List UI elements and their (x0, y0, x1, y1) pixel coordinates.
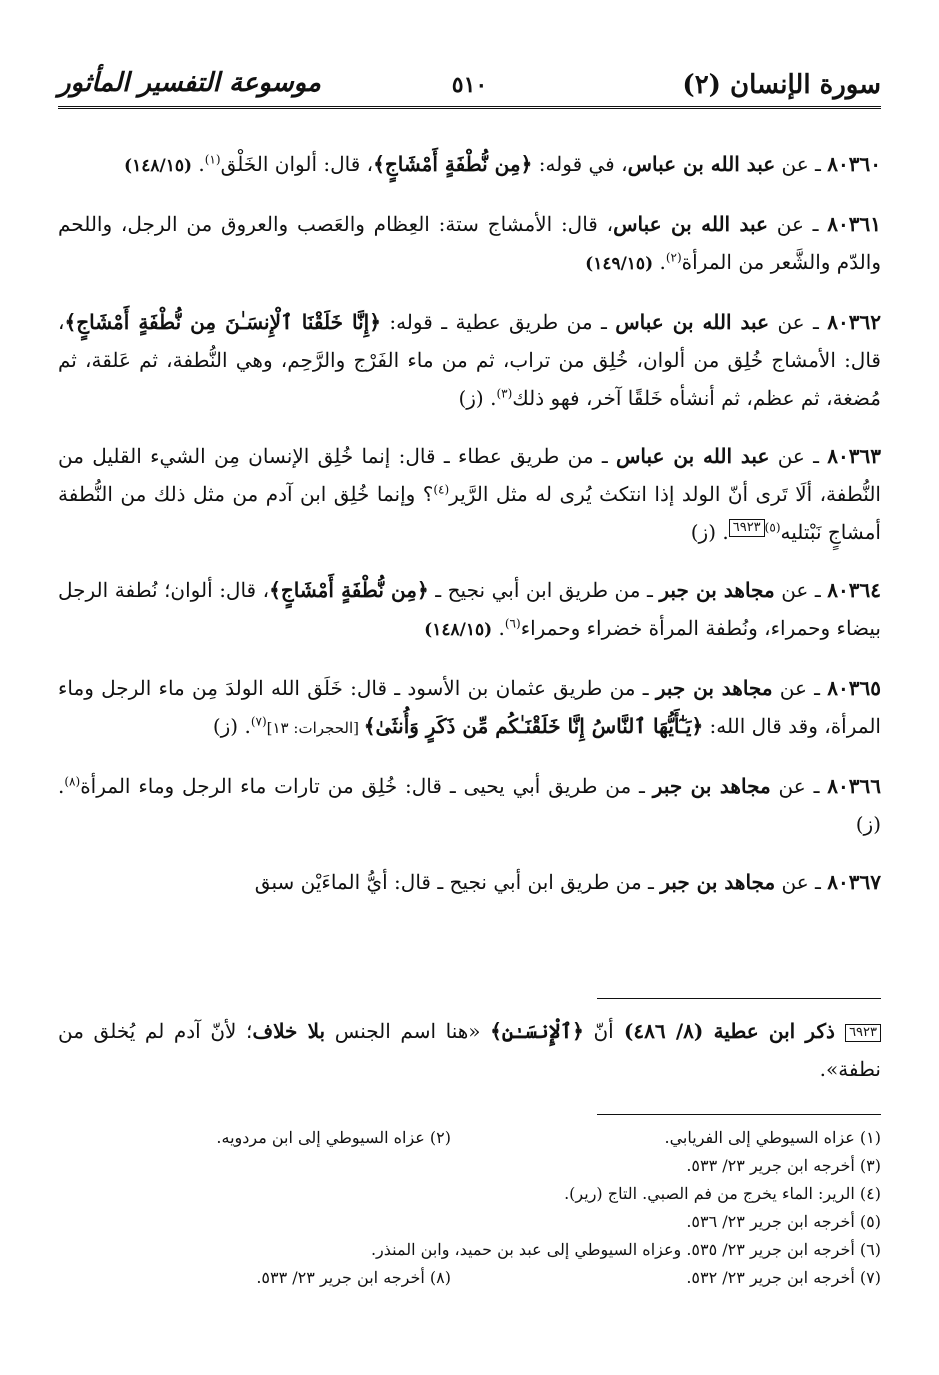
entry-80364 (58, 571, 881, 649)
entry-80361 (58, 205, 881, 283)
footnote: (٤) الرير: الماء يخرج من فم الصبي. التاج (رير). (564, 1184, 881, 1203)
footnote-row (58, 1264, 881, 1292)
entry-text: ، قال: الأمشاج ستة: العِظام والعَصب والعروق من الرجل، واللحم والدّم والشَّعر من المرأة (58, 212, 881, 274)
footnote: (٥) أخرجه ابن جرير ٢٣/ ٥٣٦. (686, 1212, 881, 1231)
footnote-marker: (٧) (250, 714, 267, 729)
footnote-marker: (٥) (764, 520, 781, 535)
commentary-marker: ٦٩٢٣ (729, 519, 765, 537)
commentary-rule (597, 998, 881, 999)
footnote-marker: (٦) (504, 616, 521, 631)
narrator-name: مجاهد بن جبر (660, 870, 776, 894)
narrator-name: عبد الله بن عباس (615, 310, 770, 334)
entry-text: [الحجرات: ١٣] (266, 719, 364, 737)
entry-text: ـ عن (775, 870, 828, 894)
narrator-name: مجاهد بن جبر (655, 676, 773, 700)
commentary-text: «هنا اسم الجنس (325, 1019, 491, 1043)
footnote-marker: (٨) (64, 774, 81, 789)
footnote: (٢) عزاه السيوطي إلى ابن مردويه. (216, 1128, 451, 1147)
commentary-emphasis: بلا خلاف (252, 1019, 326, 1043)
footnote-row (58, 1236, 881, 1264)
footnote: (٧) أخرجه ابن جرير ٢٣/ ٥٣٢. (686, 1268, 881, 1287)
entry-number: ٨٠٣٦٤ (827, 578, 881, 602)
narrator-name: عبد الله بن عباس (613, 212, 768, 236)
footnote-marker: (٤) (433, 482, 450, 497)
entry-text: ـ من طريق عطاء ـ قال: إنما خُلِق الإنسان مِن الشيء القليل من النُّطفة، ألَا تَرى أنّ الولد إذا انتكث يُرى له مثل الرَّير (58, 444, 881, 506)
entry-text: ـ عن (767, 212, 828, 236)
entry-text: . (192, 152, 205, 176)
footnote: (٦) أخرجه ابن جرير ٢٣/ ٥٣٥. وعزاه السيوطي إلى عبد بن حميد، وابن المنذر. (370, 1240, 881, 1259)
source-reference: (١٤٨/١٥) (124, 156, 193, 176)
footnote: (١) عزاه السيوطي إلى الفريابي. (664, 1128, 881, 1147)
commentary-marker: ٦٩٢٣ (845, 1024, 881, 1042)
entry-text: ـ من طريق عثمان بن الأسود ـ قال: خَلَق الله الولدَ مِن ماء الرجل وماء المرأة، وقد قال الله: (58, 676, 881, 738)
entry-text: . (653, 250, 666, 274)
entry-text: ، قال: ألوان الخَلْق (220, 152, 374, 176)
quran-quote: ﴿يَـٰٓأَيُّهَا ٱلنَّاسُ إِنَّا خَلَقْنَـٰكُم مِّن ذَكَرٍ وَأُنثَىٰ﴾ (363, 714, 704, 738)
footnote: (٣) أخرجه ابن جرير ٢٣/ ٥٣٣. (686, 1156, 881, 1175)
entry-number: ٨٠٣٦٠ (827, 152, 881, 176)
entry-text: ، قال: الأمشاج خُلِق من ألوان، خُلِق من تراب، ثم من ماء الفَرْج والرَّحِم، وهي النُّطفة، ثم عَلقة، ثم مُضغة، ثم عظم، ثم أنشأه خَلقًا آخر، فهو ذلك (58, 310, 881, 410)
footnote-row (58, 1124, 881, 1152)
header-rule (58, 106, 881, 109)
commentary-note (58, 1012, 881, 1088)
entry-text: . (ز) (212, 714, 251, 738)
entry-text: ـ من طريق أبي يحيى ـ قال: خُلِق من تارات ماء الرجل وماء المرأة (80, 774, 653, 798)
footnote-row (58, 1152, 881, 1180)
footnote-marker: (١) (204, 152, 221, 167)
entry-text: ـ عن (772, 676, 828, 700)
footnote-rule (597, 1114, 881, 1115)
entry-text: ـ عن (769, 310, 828, 334)
entry-number: ٨٠٣٦٥ (827, 676, 881, 700)
entry-number: ٨٠٣٦٣ (827, 444, 882, 468)
commentary-text: أنّ (583, 1019, 614, 1043)
main-text (58, 145, 881, 909)
quran-quote: ﴿ٱلْإِنسَـٰنِ﴾ (490, 1019, 584, 1043)
entry-text: ـ من طريق عطية ـ قوله: (380, 310, 616, 334)
entry-text: ـ من طريق ابن أبي نجيح ـ (428, 578, 660, 602)
entry-text: . (492, 616, 505, 640)
footnote-marker: (٢) (665, 250, 682, 265)
footnote: (٨) أخرجه ابن جرير ٢٣/ ٥٣٣. (256, 1268, 451, 1287)
page-header (58, 62, 881, 122)
commentary-text: ؛ لأنّ آدم لم يُخلق من نطفة». (58, 1019, 881, 1081)
quran-quote: ﴿إِنَّا خَلَقْنَا ٱلْإِنسَـٰنَ مِن نُّطْفَةٍ أَمْشَاجٍ﴾ (64, 310, 381, 334)
entry-text: . (ز) (458, 386, 497, 410)
quran-quote: ﴿مِن نُّطْفَةٍ أَمْشَاجٍ﴾ (269, 578, 429, 602)
quran-quote: ﴿مِن نُّطْفَةٍ أَمْشَاجٍ﴾ (373, 152, 533, 176)
entry-80363 (58, 437, 881, 551)
page-number: ٥١٠ (438, 72, 501, 98)
footnote-row (58, 1180, 881, 1208)
narrator-name: مجاهد بن جبر (652, 774, 771, 798)
entry-text: ـ عن (775, 152, 828, 176)
source-reference: (١٤٨/١٥) (424, 620, 493, 640)
entry-text: ـ عن (774, 578, 828, 602)
narrator-name: مجاهد بن جبر (659, 578, 775, 602)
entry-text: ؟ وإنما خُلِق ابن آدم من مثل ذلك من النُّطفة أمشاجٍ نَبْتليه (58, 482, 881, 544)
entry-number: ٨٠٣٦٧ (827, 870, 881, 894)
entry-text: . (ز) (58, 774, 881, 836)
entry-80362 (58, 303, 881, 417)
entry-text: . (ز) (690, 520, 729, 544)
source-reference: (١٤٩/١٥) (585, 254, 654, 274)
entry-80366 (58, 767, 881, 843)
book-title: موسوعة التفسير المأثور (58, 68, 321, 98)
footnote-row (58, 1208, 881, 1236)
footnote-marker: (٣) (496, 386, 513, 401)
entry-text: ـ من طريق ابن أبي نجيح ـ قال: أيُّ الماءَيْن سبق (254, 870, 661, 894)
entry-number: ٨٠٣٦٦ (827, 774, 882, 798)
surah-title: سورة الإنسان (٢) (682, 70, 881, 100)
entry-80365 (58, 669, 881, 747)
entry-text: ـ عن (769, 444, 828, 468)
entry-number: ٨٠٣٦١ (827, 212, 881, 236)
entry-80360 (58, 145, 881, 185)
narrator-name: عبد الله بن عباس (627, 152, 776, 176)
entry-number: ٨٠٣٦٢ (827, 310, 882, 334)
entry-text: ـ عن (770, 774, 828, 798)
footnotes (58, 1124, 881, 1292)
narrator-name: عبد الله بن عباس (615, 444, 770, 468)
entry-text: ، في قوله: (532, 152, 628, 176)
entry-text: ، قال: ألوان؛ نُطفة الرجل بيضاء وحمراء، ونُطفة المرأة خضراء وحمراء (58, 578, 881, 640)
commentary-lead: ذكر ابن عطية (٨/ ٤٨٦) (613, 1019, 846, 1043)
entry-80367 (58, 863, 881, 901)
